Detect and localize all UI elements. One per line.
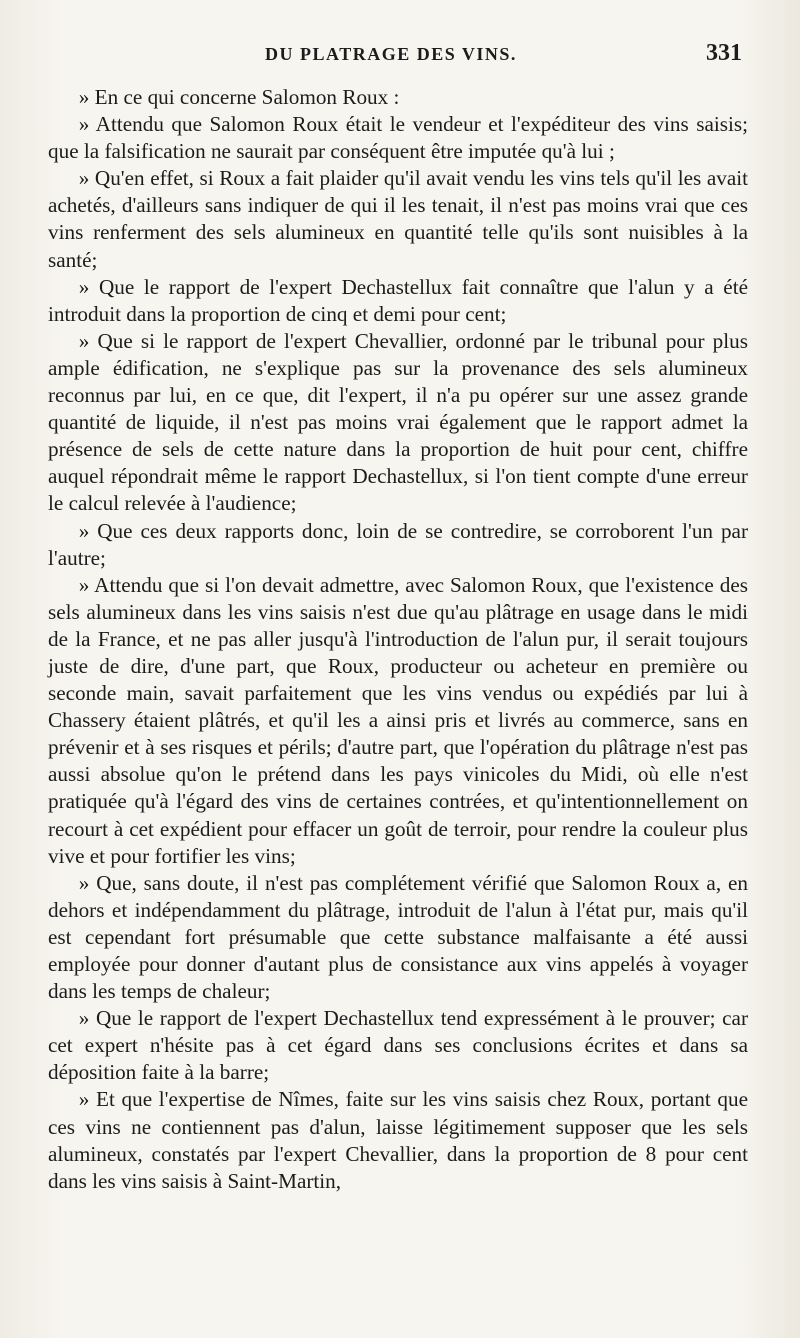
paragraph: » Que le rapport de l'expert Dechastellux fait connaître que l'alun y a été introduit dans la proportion de cinq et demi pour cent; <box>48 274 748 326</box>
paragraph: » Que, sans doute, il n'est pas complétement vérifié que Salomon Roux a, en dehors et indépendamment du plâtrage, introduit de l'alun à l'état pur, mais qu'il est cependant fort présumable que cette substance malfaisante a été aussi employée pour donner d'autant plus de consistance aux vins appelés à voyager dans les temps de chaleur; <box>48 870 748 1004</box>
body-text <box>48 84 748 1195</box>
paragraph: » Qu'en effet, si Roux a fait plaider qu'il avait vendu les vins tels qu'il les avait achetés, d'ailleurs sans indiquer de qui il les tenait, il n'est pas moins vrai que ces vins renferment des sels alumineux en quantité telle qu'ils sont nuisibles à la santé; <box>48 166 748 272</box>
page-number: 331 <box>706 40 742 66</box>
page-header <box>48 36 742 76</box>
paragraph: » Que ces deux rapports donc, loin de se contredire, se corroborent l'un par l'autre; <box>48 518 748 570</box>
paragraph: » Que le rapport de l'expert Dechastellux tend expressément à le prouver; car cet expert n'hésite pas à cet égard dans ses conclusions écrites et dans sa déposition faite à la barre; <box>48 1006 748 1085</box>
paragraph: » Que si le rapport de l'expert Chevallier, ordonné par le tribunal pour plus ample édification, ne s'explique pas sur la provenance des sels alumineux reconnus par lui, en ce que, dit l'expert, il n'a pu opérer sur une assez grande quantité de liquide, il n'est pas moins vrai également que le rapport admet la présence de sels de cette nature dans la proportion de huit pour cent, chiffre auquel répondrait même le rapport Dechastellux, si l'on tient compte d'une erreur le calcul relevée à l'audience; <box>48 328 748 516</box>
paragraph: » Attendu que Salomon Roux était le vendeur et l'expéditeur des vins saisis; que la falsification ne saurait par conséquent être imputée qu'à lui ; <box>48 112 748 164</box>
paragraph: » En ce qui concerne Salomon Roux : <box>78 85 400 109</box>
paragraph: » Et que l'expertise de Nîmes, faite sur les vins saisis chez Roux, portant que ces vins ne contiennent pas d'alun, laisse légitimement supposer que les sels alumineux, constatés par l'expert Chevallier, dans la proportion de 8 pour cent dans les vins saisis à Saint-Martin, <box>48 1087 748 1193</box>
running-head: DU PLATRAGE DES VINS. <box>265 44 517 64</box>
paragraph: » Attendu que si l'on devait admettre, avec Salomon Roux, que l'existence des sels alumineux dans les vins saisis n'est due qu'au plâtrage en usage dans le midi de la France, et ne pas aller jusqu'à l'introduction de l'alun pur, il serait toujours juste de dire, d'une part, que Roux, producteur ou acheteur en première ou seconde main, savait parfaitement que les vins vendus ou expédiés par lui à Chassery étaient plâtrés, et qu'il les a ainsi pris et livrés au commerce, sans en prévenir et à ses risques et périls; d'autre part, que l'opération du plâtrage n'est pas aussi absolue qu'on le prétend dans les pays vinicoles du Midi, où elle n'est pratiquée qu'à l'égard des vins de certaines contrées, et qu'intentionnellement on recourt à cet expédient pour effacer un goût de terroir, pour rendre la couleur plus vive et pour fortifier les vins; <box>48 572 748 868</box>
